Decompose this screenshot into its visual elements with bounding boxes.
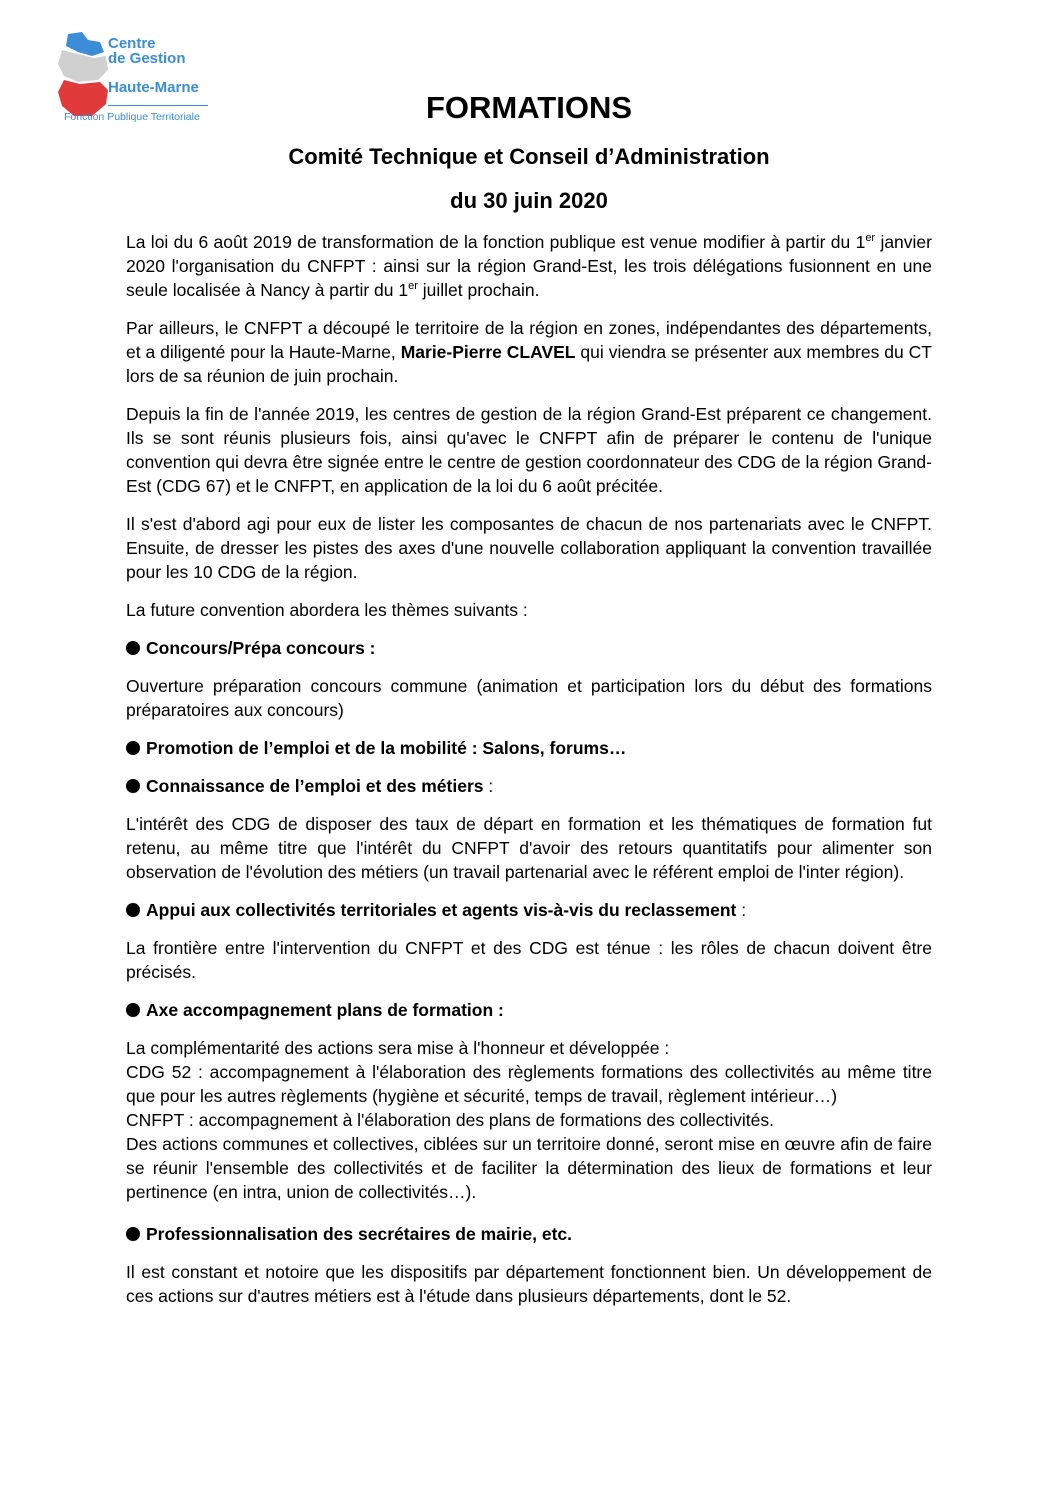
- section-text-appui: La frontière entre l'intervention du CNFPT et des CDG est ténue : les rôles de chacun doivent être précisés.: [126, 938, 932, 982]
- intro-paragraph-5: La future convention abordera les thèmes suivants :: [126, 600, 528, 620]
- section-heading-appui: Appui aux collectivités territoriales et agents vis-à-vis du reclassement :: [126, 898, 932, 922]
- logo-text-centre: Centre: [108, 35, 156, 52]
- intro-paragraph-1: La loi du 6 août 2019 de transformation de la fonction publique est venue modifier à partir du 1er janvier 2020 l'organisation du CNFPT : ainsi sur la région Grand-Est, les trois délégations fusionnent en une seule localisée à Nancy à partir du 1er juillet prochain.: [126, 232, 932, 300]
- section-heading-concours: Concours/Prépa concours :: [126, 636, 932, 660]
- section-text-plans-line-3: CNFPT : accompagnement à l'élaboration des plans de formations des collectivités.: [126, 1110, 774, 1130]
- bullet-icon: [126, 1003, 140, 1017]
- bullet-icon: [126, 779, 140, 793]
- bullet-icon: [126, 1227, 140, 1241]
- section-text-concours: Ouverture préparation concours commune (animation et participation lors du début des formations préparatoires aux concours): [126, 676, 932, 720]
- section-text-plans-line-2: CDG 52 : accompagnement à l'élaboration des règlements formations des collectivités au même titre que pour les autres règlements (hygiène et sécurité, temps de travail, règlement intérieur…): [126, 1062, 932, 1106]
- intro-paragraph-4: Il s'est d'abord agi pour eux de lister les composantes de chacun de nos partenariats avec le CNFPT. Ensuite, de dresser les pistes des axes d'une nouvelle collaboration appliquant la convention travaillée pour les 10 CDG de la région.: [126, 514, 932, 582]
- section-text-connaissance: L'intérêt des CDG de disposer des taux de départ en formation et les thématiques de formation fut retenu, au même titre que l'intérêt du CNFPT d'avoir des retours quantitatifs pour alimenter son observation de l'évolution des métiers (un travail partenarial avec le référent emploi de l'inter région).: [126, 814, 932, 882]
- page-title: FORMATIONS: [425, 90, 633, 125]
- section-heading-plans-formation: Axe accompagnement plans de formation :: [126, 998, 932, 1022]
- bullet-icon: [126, 641, 140, 655]
- section-text-secretaires: Il est constant et notoire que les dispositifs par département fonctionnent bien. Un développement de ces actions sur d'autres métiers est à l'étude dans plusieurs départements, dont le 52.: [126, 1262, 932, 1306]
- section-heading-connaissance: Connaissance de l’emploi et des métiers :: [126, 774, 932, 798]
- page-subtitle: Comité Technique et Conseil d’Administration: [288, 144, 770, 169]
- intro-paragraph-2: Par ailleurs, le CNFPT a découpé le territoire de la région en zones, indépendantes des départements, et a diligenté pour la Haute-Marne, Marie-Pierre CLAVEL qui viendra se présenter aux membres du CT lors de sa réunion de juin prochain.: [126, 318, 932, 386]
- bullet-icon: [126, 741, 140, 755]
- bullet-icon: [126, 903, 140, 917]
- intro-paragraph-3: Depuis la fin de l'année 2019, les centres de gestion de la région Grand-Est préparent ce changement. Ils se sont réunis plusieurs fois, ainsi qu'avec le CNFPT afin de préparer le contenu de l'unique convention qui devra être signée entre le centre de gestion coordonnateur des CDG de la région Grand-Est (CDG 67) et le CNFPT, en application de la loi du 6 août précitée.: [126, 404, 932, 496]
- section-heading-promotion: Promotion de l’emploi et de la mobilité : Salons, forums…: [126, 736, 932, 760]
- section-text-plans-line-1: La complémentarité des actions sera mise à l'honneur et développée :: [126, 1038, 670, 1058]
- logo-text-de-gestion: de Gestion: [108, 50, 186, 67]
- logo-tagline: Fonction Publique Territoriale: [64, 111, 200, 123]
- section-text-plans-line-4: Des actions communes et collectives, ciblées sur un territoire donné, seront mise en œuvre afin de faire se réunir l'ensemble des collectivités et de faciliter la détermination des lieux de formations et leur pertinence (en intra, union de collectivités…).: [126, 1134, 932, 1202]
- logo-text-haute-marne: Haute-Marne: [108, 79, 199, 96]
- document-body: [126, 230, 932, 1322]
- page-date: du 30 juin 2020: [450, 188, 608, 213]
- section-heading-secretaires: Professionnalisation des secrétaires de mairie, etc.: [126, 1222, 932, 1246]
